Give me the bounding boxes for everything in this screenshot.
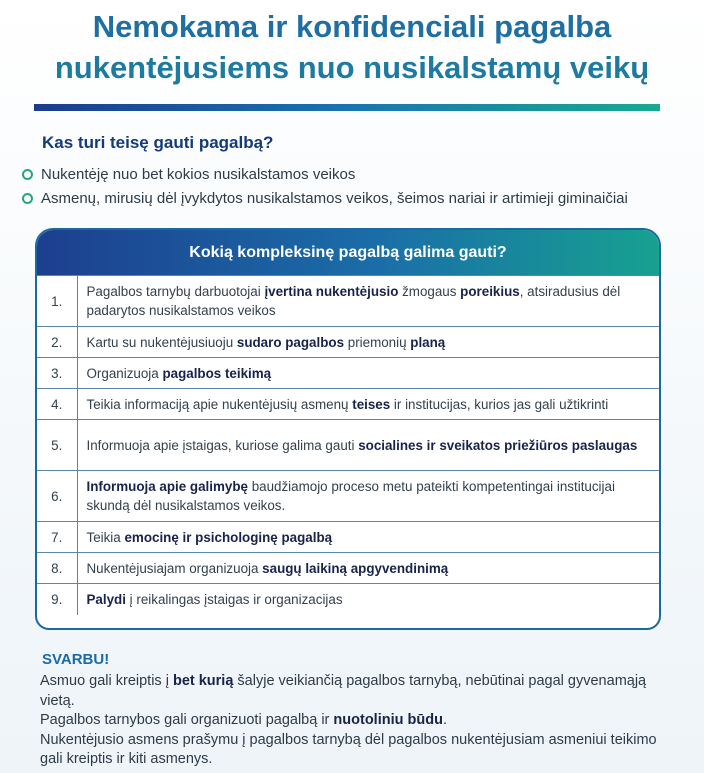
table-row (37, 358, 659, 389)
emphasis-text: socialines ir sveikatos priežiūros paslaugas (358, 437, 638, 453)
gradient-divider (34, 104, 660, 111)
row-number: 5. (37, 420, 77, 471)
emphasis-text: poreikius (460, 284, 520, 299)
row-text (77, 553, 659, 584)
table-row (37, 471, 659, 522)
important-paragraph (40, 731, 680, 770)
text-segment: žmogaus (398, 284, 461, 299)
emphasis-text: teises (352, 396, 391, 412)
emphasis-text: Palydi (86, 591, 126, 607)
list-item (22, 186, 628, 210)
text-segment: Organizuoja (86, 365, 163, 381)
title-line-2: nukentėjusiems nuo nusikalstamų veikų (54, 50, 650, 85)
emphasis-text: pagalbos teikimą (162, 365, 272, 381)
text-segment: Teikia (86, 529, 125, 545)
table-row (37, 584, 659, 615)
row-text (77, 327, 659, 358)
row-text (77, 276, 659, 327)
text-segment: Teikia informaciją apie nukentėjusių asmenų (86, 396, 353, 412)
row-number: 3. (37, 358, 77, 389)
row-number: 1. (37, 276, 77, 327)
row-number: 8. (37, 553, 77, 584)
emphasis-text: bet kurią (172, 673, 234, 689)
table-row (37, 553, 659, 584)
help-services-heading: Kokią kompleksinę pagalbą galima gauti? (37, 230, 659, 275)
text-segment: Informuoja apie įstaigas, kuriose galima gauti (86, 437, 359, 453)
emphasis-text: saugų laikiną apgyvendinimą (262, 560, 449, 576)
text-segment: Pagalbos tarnybų darbuotojai (86, 284, 265, 299)
text-segment: Nukentėjusio asmens prašymu į pagalbos tarnybą dėl pagalbos nukentėjusiam asmeniui teikimo gali kreiptis ir kiti asmenys. (40, 731, 657, 767)
emphasis-text: Informuoja apie galimybę (86, 479, 248, 494)
list-item (22, 162, 628, 186)
eligibility-item-text: Asmenų, mirusių dėl įvykdytos nusikalstamos veikos, šeimos nariai ir artimieji giminaičiai (41, 189, 628, 207)
important-notes (40, 672, 680, 770)
row-number: 2. (37, 327, 77, 358)
table-row (37, 420, 659, 471)
row-number: 7. (37, 522, 77, 553)
row-text (77, 420, 659, 471)
text-segment: Asmuo gali kreiptis į (40, 673, 173, 689)
circle-bullet-icon (22, 193, 33, 204)
eligibility-list (22, 162, 628, 210)
text-segment: ir institucijas, kurios jas gali užtikrinti (390, 396, 609, 412)
row-text (77, 522, 659, 553)
text-segment: į reikalingas įstaigas ir organizacijas (125, 591, 343, 607)
row-number: 6. (37, 471, 77, 522)
important-paragraph (40, 672, 680, 711)
row-text (77, 471, 659, 522)
row-number: 4. (37, 389, 77, 420)
table-row (37, 276, 659, 327)
emphasis-text: emocinę ir psichologinę pagalbą (124, 529, 333, 545)
table-row (37, 522, 659, 553)
important-heading: SVARBU! (42, 651, 110, 668)
text-segment: . (442, 712, 447, 728)
row-text (77, 389, 659, 420)
text-segment: priemonių (344, 334, 411, 350)
help-services-box (35, 228, 661, 630)
emphasis-text: sudaro pagalbos (236, 334, 345, 350)
row-text (77, 584, 659, 615)
emphasis-text: planą (410, 334, 446, 350)
circle-bullet-icon (22, 169, 33, 180)
text-segment: Kartu su nukentėjusiuoju (86, 334, 237, 350)
table-row (37, 327, 659, 358)
eligibility-heading: Kas turi teisę gauti pagalbą? (42, 133, 274, 152)
help-services-table (37, 275, 659, 615)
row-text (77, 358, 659, 389)
text-segment: Nukentėjusiajam organizuoja (86, 560, 263, 576)
text-segment: , atsiradusius dėl padarytos nusikalstamos veikos (86, 284, 621, 318)
emphasis-text: įvertina nukentėjusio (264, 284, 399, 299)
important-paragraph (40, 711, 680, 731)
title-line-1: Nemokama ir konfidenciali pagalba (92, 9, 612, 44)
emphasis-text: nuotoliniu būdu (333, 712, 443, 728)
eligibility-item-text: Nukentėję nuo bet kokios nusikalstamos veikos (41, 165, 356, 183)
table-row (37, 389, 659, 420)
text-segment: Pagalbos tarnybos gali organizuoti pagalbą ir (40, 712, 334, 728)
row-number: 9. (37, 584, 77, 615)
text-segment: šalyje veikiančią pagalbos tarnybą, nebūtinai pagal gyvenamąją vietą. (40, 673, 647, 709)
text-segment: baudžiamojo proceso metu pateikti kompetentingai institucijai skundą dėl nusikalstamos veikos. (86, 479, 615, 513)
page-title (0, 6, 704, 88)
